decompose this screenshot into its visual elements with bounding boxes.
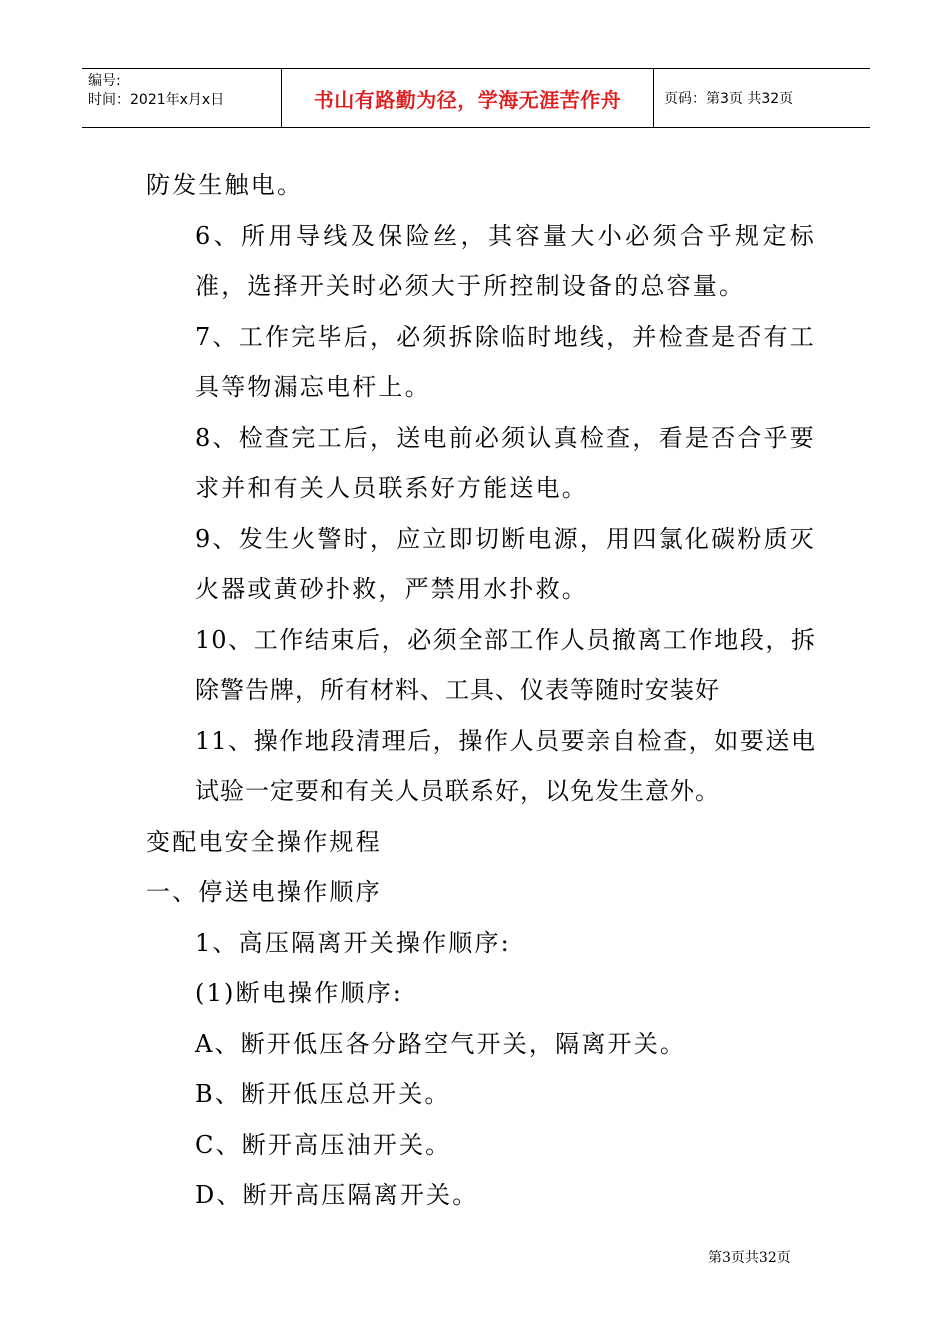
document-date: 时间：2021年x月x日	[88, 92, 225, 108]
sub-heading: 1、高压隔离开关操作顺序:	[195, 928, 511, 957]
page-header	[82, 68, 870, 128]
body-line: 防发生触电。	[146, 171, 304, 199]
section-heading: 一、停送电操作顺序	[146, 878, 382, 906]
list-item: 11、操作地段清理后，操作人员要亲自检查，如要送电试验一定要和有关人员联系好，以免发生意外。	[195, 726, 816, 805]
header-motto: 书山有路勤为径，学海无涯苦作舟	[282, 69, 654, 127]
list-item: 8、检查完工后，送电前必须认真检查，看是否合乎要求并和有关人员联系好方能送电。	[195, 423, 816, 502]
page-footer: 第3页共32页	[708, 1250, 791, 1266]
list-item: 7、工作完毕后，必须拆除临时地线，并检查是否有工具等物漏忘电杆上。	[195, 322, 816, 401]
document-number: 编号:	[88, 73, 121, 89]
header-page-number: 页码：第3页 共32页	[664, 91, 794, 107]
list-item: 9、发生火警时，应立即切断电源，用四氯化碳粉质灭火器或黄砂扑救，严禁用水扑救。	[195, 524, 816, 603]
list-item: A、断开低压各分路空气开关，隔离开关。	[195, 1029, 687, 1058]
document-body	[146, 160, 816, 1221]
list-item: 6、所用导线及保险丝，其容量大小必须合乎规定标准，选择开关时必须大于所控制设备的总容量。	[195, 221, 816, 300]
sub-heading: (1)断电操作顺序:	[195, 979, 404, 1007]
list-item: C、断开高压油开关。	[195, 1130, 452, 1159]
list-item: 10、工作结束后，必须全部工作人员撤离工作地段，拆除警告牌，所有材料、工具、仪表等随时安装好	[195, 625, 816, 704]
list-item: B、断开低压总开关。	[195, 1080, 451, 1108]
list-item: D、断开高压隔离开关。	[195, 1181, 479, 1209]
header-meta	[82, 69, 282, 127]
section-title: 变配电安全操作规程	[146, 827, 382, 856]
